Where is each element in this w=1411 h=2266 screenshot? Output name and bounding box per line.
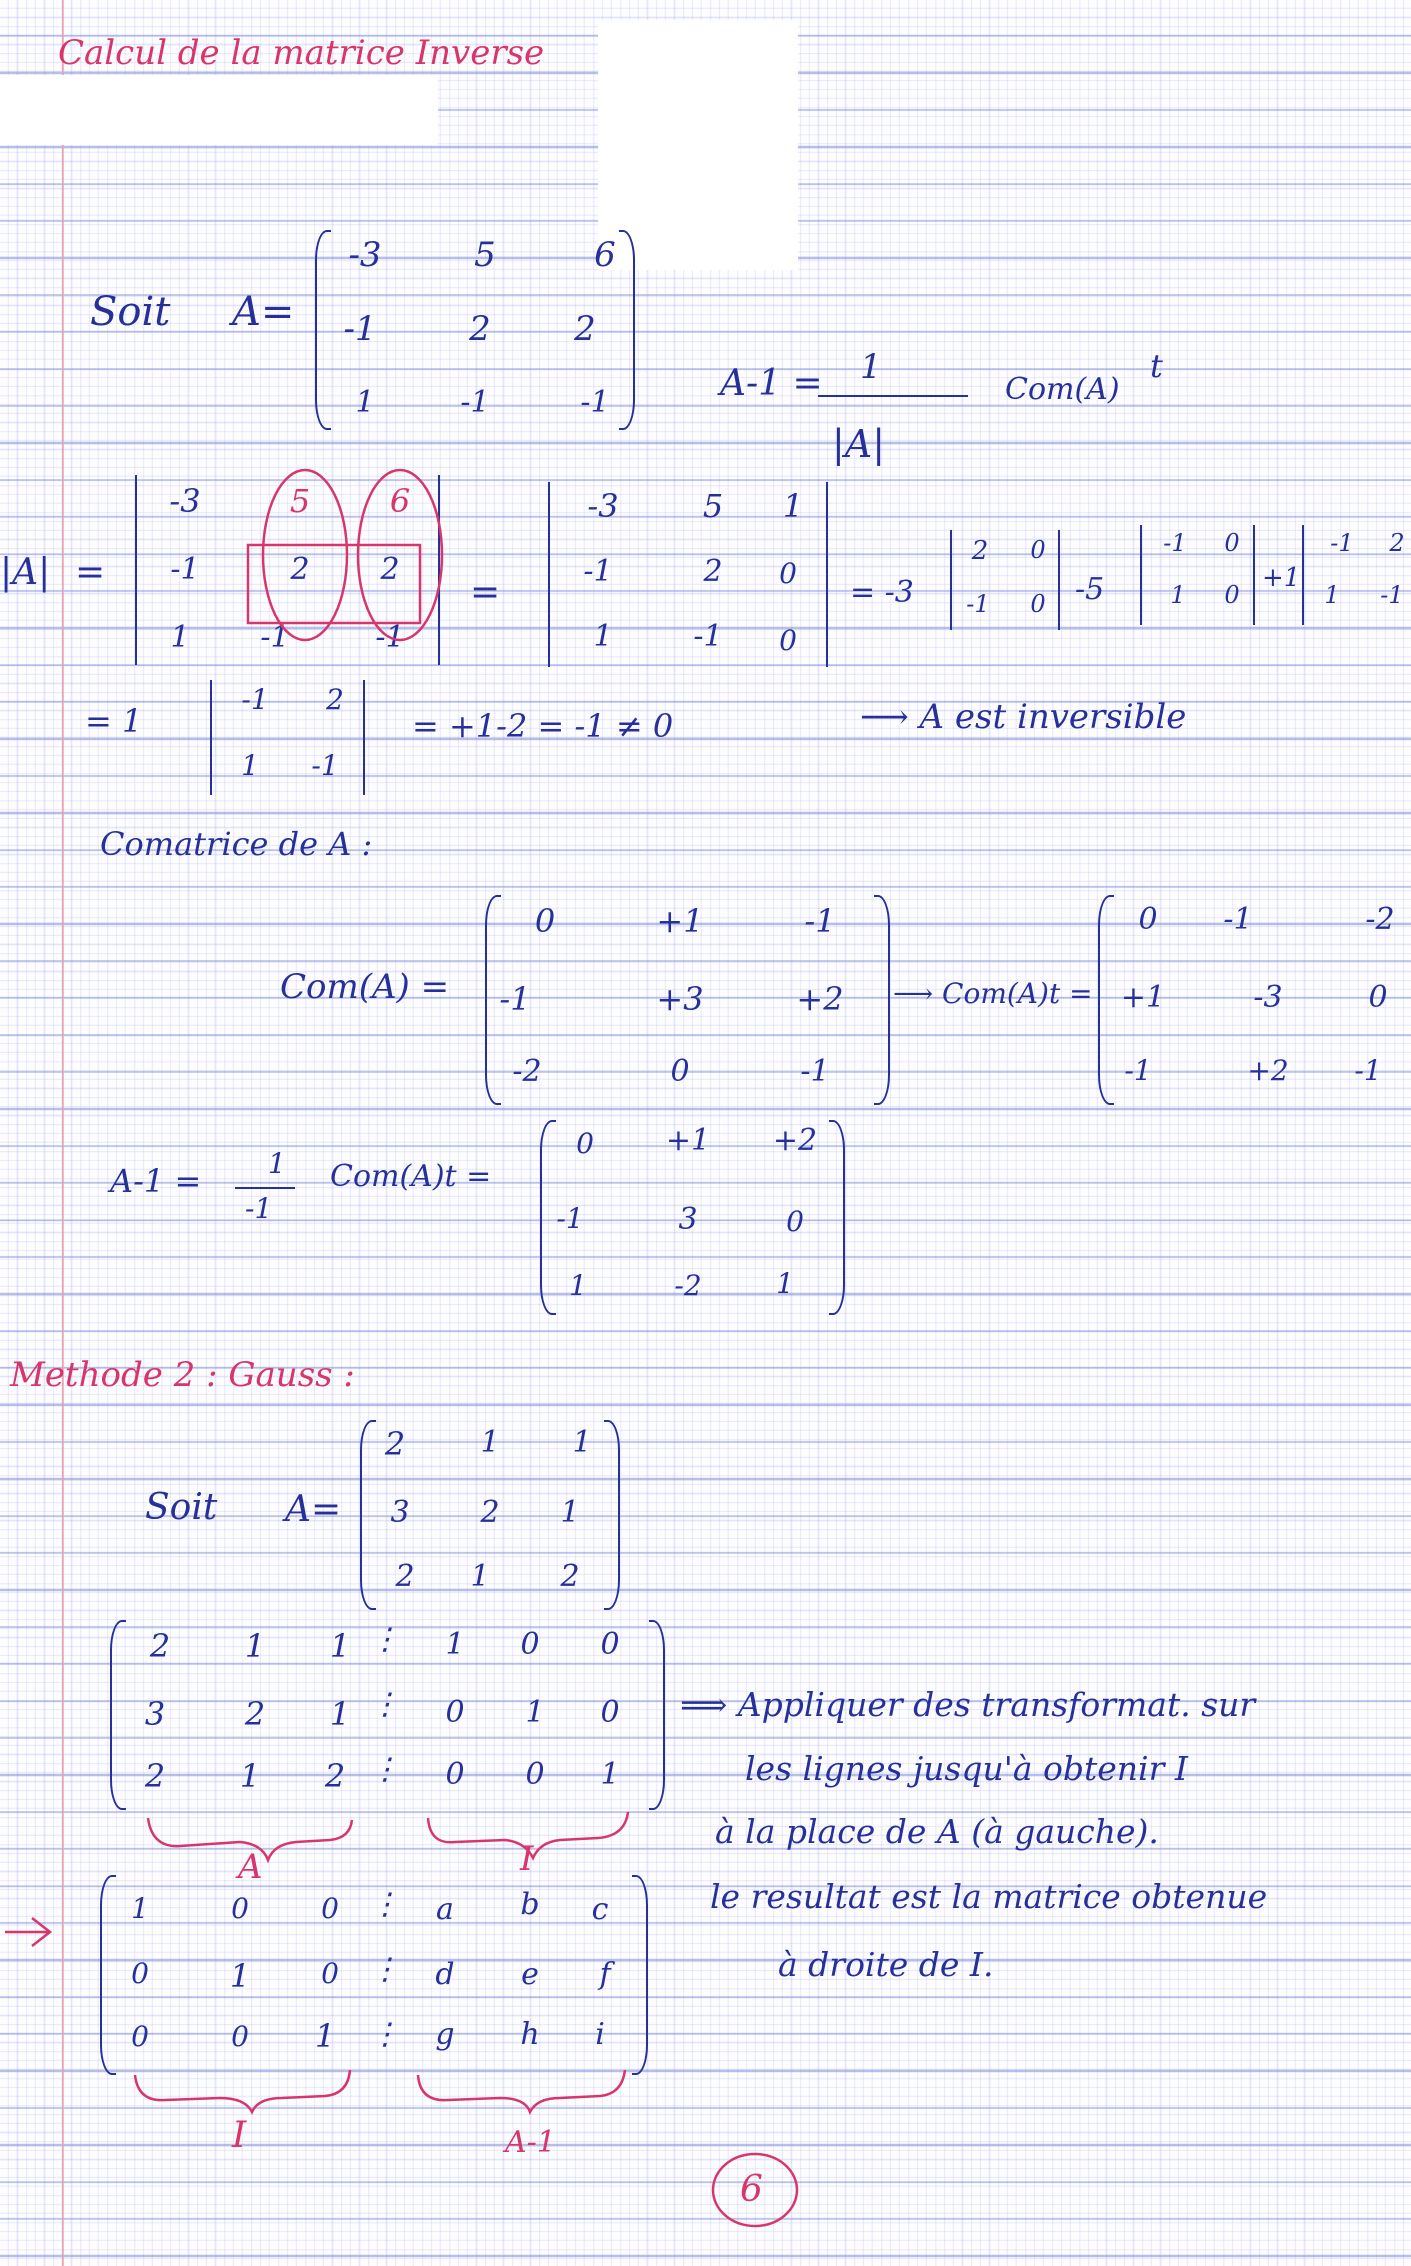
- matrix-cell: 0: [600, 1627, 620, 1662]
- matrix-bracket-right: [619, 230, 635, 430]
- matrix-cell: 1: [170, 620, 190, 655]
- matrix-cell: 0: [231, 1892, 249, 1925]
- matrix-cell: 0: [779, 557, 797, 590]
- matrix-cell: 6: [594, 235, 616, 275]
- matrix-separator: ⋮: [370, 1887, 400, 1922]
- matrix-cell: g: [435, 2017, 455, 2052]
- brace-label-i2: I: [232, 2115, 247, 2156]
- matrix-cell: -1: [966, 590, 990, 618]
- matrix-cell: 0: [1138, 902, 1158, 937]
- matrix-cell: 1: [593, 619, 613, 654]
- matrix-cell: 6: [389, 482, 411, 520]
- matrix-cell: 0: [321, 1957, 339, 1990]
- matrix-cell: -3: [169, 482, 201, 520]
- fraction-bar: [818, 395, 968, 397]
- inverse-formula-lhs: A-1 =: [720, 363, 823, 404]
- method2-title: Methode 2 : Gauss :: [10, 1355, 355, 1395]
- matrix-cell: 1: [445, 1627, 465, 1662]
- com-label: Com(A) =: [280, 967, 450, 1007]
- det-bar-right: [438, 475, 440, 665]
- matrix-cell: i: [595, 2017, 605, 2052]
- expansion-term-2: -5: [1075, 572, 1105, 607]
- gauss-note-line-2: les lignes jusqu'à obtenir I: [745, 1749, 1188, 1788]
- det2-bar-left: [548, 482, 550, 667]
- matrix-cell: 2: [971, 536, 989, 566]
- matrix-cell: 0: [445, 1695, 465, 1730]
- expansion-term-1: = -3: [850, 575, 914, 610]
- matrix-cell: 1: [244, 1627, 266, 1665]
- matrix-bracket-left: [360, 1420, 376, 1610]
- gauss-matrix-a: [360, 1420, 620, 1610]
- minor-bar-left: [1140, 525, 1142, 625]
- com-matrix: [485, 895, 890, 1105]
- matrix-cell: 1: [525, 1695, 545, 1730]
- matrix-cell: -1: [1163, 529, 1187, 557]
- matrix-cell: -3: [348, 235, 382, 275]
- matrix-bracket-right: [604, 1420, 620, 1610]
- matrix-cell: 0: [786, 1205, 804, 1238]
- matrix-cell: f: [599, 1957, 611, 1992]
- matrix-cell: 1: [329, 1695, 351, 1733]
- matrix-cell: 0: [321, 1892, 339, 1925]
- comt-matrix: [1098, 895, 1411, 1105]
- minor-bar-left: [950, 530, 952, 630]
- matrix-separator: ⋮: [370, 1622, 400, 1657]
- matrix-cell: e: [521, 1957, 539, 1992]
- inverse-com-t: Com(A)t =: [330, 1159, 492, 1194]
- expansion-term-3: +1: [1262, 563, 1301, 593]
- matrix-cell: 2: [324, 1757, 346, 1795]
- brace-label-i: I: [520, 1839, 534, 1879]
- matrix-a: [315, 230, 635, 430]
- matrix-cell: d: [435, 1957, 455, 1992]
- matrix-cell: -2: [674, 1269, 702, 1302]
- matrix-cell: -1: [460, 385, 490, 420]
- matrix-bracket-right: [829, 1120, 845, 1315]
- matrix-cell: 1: [131, 1892, 149, 1925]
- matrix-cell: -1: [499, 980, 531, 1018]
- matrix-cell: 0: [600, 1695, 620, 1730]
- matrix-cell: 2: [290, 552, 310, 587]
- matrix-cell: 2: [480, 1495, 500, 1530]
- gauss-note-line-3: à la place de A (à gauche).: [715, 1812, 1159, 1851]
- gauss-soit-label: Soit: [145, 1487, 218, 1528]
- matrix-cell: 0: [670, 1054, 690, 1089]
- matrix-cell: +1: [1120, 980, 1166, 1015]
- matrix-cell: 1: [782, 487, 804, 525]
- matrix-cell: 0: [525, 1757, 545, 1792]
- matrix-cell: 2: [395, 1559, 415, 1594]
- matrix-cell: 2: [244, 1695, 266, 1733]
- matrix-cell: 2: [384, 1425, 406, 1463]
- matrix-cell: 2: [574, 309, 596, 349]
- matrix-cell: 1: [314, 2017, 336, 2055]
- matrix-bracket-left: [110, 1620, 126, 1810]
- det-matrix: [135, 475, 440, 665]
- matrix-cell: -2: [1365, 902, 1395, 937]
- matrix-cell: 0: [1030, 536, 1046, 564]
- expansion-minor-3: [1302, 525, 1411, 625]
- matrix-cell: -3: [1253, 980, 1283, 1015]
- matrix-cell: 0: [131, 1957, 149, 1990]
- matrix-bracket-right: [649, 1620, 665, 1810]
- matrix-cell: -1: [311, 749, 339, 782]
- matrix-cell: -1: [260, 620, 290, 655]
- matrix-cell: 3: [678, 1202, 698, 1237]
- matrix-cell: 0: [576, 1127, 594, 1160]
- det-equals: =: [75, 552, 106, 593]
- a-equals-label: A=: [232, 289, 295, 335]
- inverse-fraction-den: -1: [245, 1192, 273, 1225]
- matrix-cell: -1: [375, 620, 405, 655]
- matrix-cell: 1: [560, 1495, 580, 1530]
- minor-bar-left: [1302, 525, 1304, 625]
- brace-label-ainv: A-1: [505, 2125, 556, 2160]
- matrix-cell: 0: [131, 2020, 149, 2053]
- page-title-text: Calcul de la matrice Inverse: [58, 33, 545, 73]
- minor-bar-right: [363, 680, 365, 795]
- matrix-cell: 2: [560, 1559, 580, 1594]
- matrix-cell: 2: [326, 683, 344, 716]
- matrix-cell: 2: [149, 1627, 171, 1665]
- matrix-cell: 2: [469, 309, 491, 349]
- matrix-cell: 1: [480, 1425, 500, 1460]
- matrix-separator: ⋮: [370, 1952, 400, 1987]
- matrix-cell: -1: [1380, 581, 1404, 609]
- matrix-cell: +2: [772, 1123, 818, 1158]
- inverse-fraction-num: 1: [268, 1147, 286, 1180]
- matrix-bracket-right: [874, 895, 890, 1105]
- inverse-formula-denominator: |A|: [832, 422, 886, 466]
- matrix-cell: 0: [1224, 581, 1240, 609]
- brace-label-a: A: [238, 1847, 263, 1887]
- matrix-cell: -2: [512, 1054, 542, 1089]
- inverse-formula-numerator: 1: [860, 347, 882, 387]
- matrix-cell: 1: [1324, 581, 1340, 609]
- matrix-bracket-right: [632, 1875, 648, 2075]
- det-equals-2: =: [470, 572, 501, 613]
- matrix-cell: c: [591, 1892, 609, 1927]
- redaction-box-left: [0, 75, 438, 145]
- page-number: 6: [740, 2169, 763, 2210]
- det-bar-left: [135, 475, 137, 665]
- soit-label: Soit: [90, 289, 171, 335]
- matrix-cell: 5: [474, 235, 496, 275]
- matrix-cell: 1: [600, 1757, 620, 1792]
- matrix-cell: 1: [776, 1267, 794, 1300]
- matrix-cell: 1: [569, 1269, 587, 1302]
- matrix-cell: -1: [1354, 1054, 1382, 1087]
- matrix-cell: 3: [144, 1695, 166, 1733]
- matrix-cell: 1: [241, 749, 259, 782]
- matrix-cell: -1: [583, 554, 613, 589]
- minor-bar-right: [1253, 525, 1255, 625]
- matrix-separator: ⋮: [370, 1687, 400, 1722]
- inverse-lhs: A-1 =: [110, 1162, 202, 1200]
- expansion-minor-2: [1140, 525, 1255, 625]
- matrix-cell: 1: [1170, 581, 1186, 609]
- matrix-cell: 2: [1389, 529, 1405, 557]
- minor-bar-right: [1058, 530, 1060, 630]
- comatrice-label: Comatrice de A :: [100, 825, 373, 863]
- matrix-cell: 0: [520, 1627, 540, 1662]
- det2-bar-right: [826, 482, 828, 667]
- matrix-cell: -1: [556, 1202, 584, 1235]
- matrix-bracket-left: [540, 1120, 556, 1315]
- matrix-cell: a: [436, 1892, 454, 1927]
- gauss-note-line-4: le resultat est la matrice obtenue: [710, 1877, 1268, 1916]
- det-reduced-minor: [210, 680, 365, 795]
- matrix-cell: -1: [1223, 902, 1253, 937]
- matrix-cell: +1: [665, 1123, 711, 1158]
- matrix-cell: 0: [1030, 590, 1046, 618]
- matrix-cell: 2: [144, 1757, 166, 1795]
- matrix-cell: -1: [170, 552, 200, 587]
- matrix-cell: -1: [800, 1054, 830, 1089]
- matrix-separator: ⋮: [370, 2017, 400, 2052]
- inverse-formula-com: Com(A): [1005, 372, 1120, 407]
- det-conclusion: ⟶ A est inversible: [860, 697, 1187, 737]
- augmented-matrix-2: [100, 1875, 648, 2075]
- augmented-matrix-1: [110, 1620, 665, 1810]
- minor-bar-left: [210, 680, 212, 795]
- gauss-note-line-5: à droite de I.: [778, 1945, 994, 1984]
- det-reduced-lead: = 1: [85, 702, 143, 740]
- matrix-cell: -3: [587, 487, 619, 525]
- det-result: = +1-2 = -1 ≠ 0: [412, 707, 674, 745]
- matrix-cell: 5: [289, 482, 311, 520]
- matrix-cell: -1: [804, 902, 836, 940]
- matrix-cell: 1: [355, 385, 375, 420]
- det-matrix-2: [548, 482, 828, 667]
- matrix-cell: 2: [703, 554, 723, 589]
- matrix-cell: b: [520, 1887, 540, 1922]
- det-label: |A|: [0, 552, 51, 593]
- expansion-minor-1: [950, 530, 1060, 630]
- matrix-cell: 3: [390, 1495, 410, 1530]
- matrix-cell: -1: [1330, 529, 1354, 557]
- matrix-cell: 1: [572, 1425, 592, 1460]
- gauss-note-line-1: ⟹ Appliquer des transformat. sur: [680, 1685, 1256, 1724]
- matrix-cell: -1: [241, 683, 269, 716]
- matrix-cell: -1: [693, 619, 723, 654]
- inverse-matrix: [540, 1120, 845, 1315]
- matrix-bracket-left: [100, 1875, 116, 2075]
- matrix-cell: h: [520, 2017, 540, 2052]
- comt-label: ⟶ Com(A)t =: [893, 977, 1093, 1010]
- matrix-cell: 1: [470, 1559, 490, 1594]
- matrix-bracket-left: [1098, 895, 1114, 1105]
- matrix-separator: ⋮: [370, 1752, 400, 1787]
- matrix-cell: +2: [1247, 1054, 1289, 1087]
- matrix-cell: 0: [1368, 980, 1388, 1015]
- matrix-cell: 1: [229, 1957, 251, 1995]
- matrix-cell: 0: [779, 624, 797, 657]
- matrix-cell: 2: [380, 552, 400, 587]
- matrix-cell: 5: [702, 487, 724, 525]
- matrix-cell: +3: [656, 980, 704, 1018]
- matrix-cell: -1: [580, 385, 610, 420]
- gauss-a-equals: A=: [285, 1489, 342, 1530]
- matrix-cell: +1: [656, 902, 704, 940]
- inverse-fraction-bar: [235, 1187, 295, 1189]
- matrix-cell: -1: [343, 309, 377, 349]
- matrix-cell: 1: [239, 1757, 261, 1795]
- matrix-cell: 0: [445, 1757, 465, 1792]
- inverse-formula-transpose: t: [1150, 347, 1163, 385]
- matrix-cell: 0: [231, 2020, 249, 2053]
- matrix-cell: +2: [796, 980, 844, 1018]
- matrix-cell: 0: [1224, 529, 1240, 557]
- matrix-cell: -1: [1124, 1054, 1152, 1087]
- matrix-bracket-left: [315, 230, 331, 430]
- matrix-cell: 0: [534, 902, 556, 940]
- matrix-cell: 1: [329, 1627, 351, 1665]
